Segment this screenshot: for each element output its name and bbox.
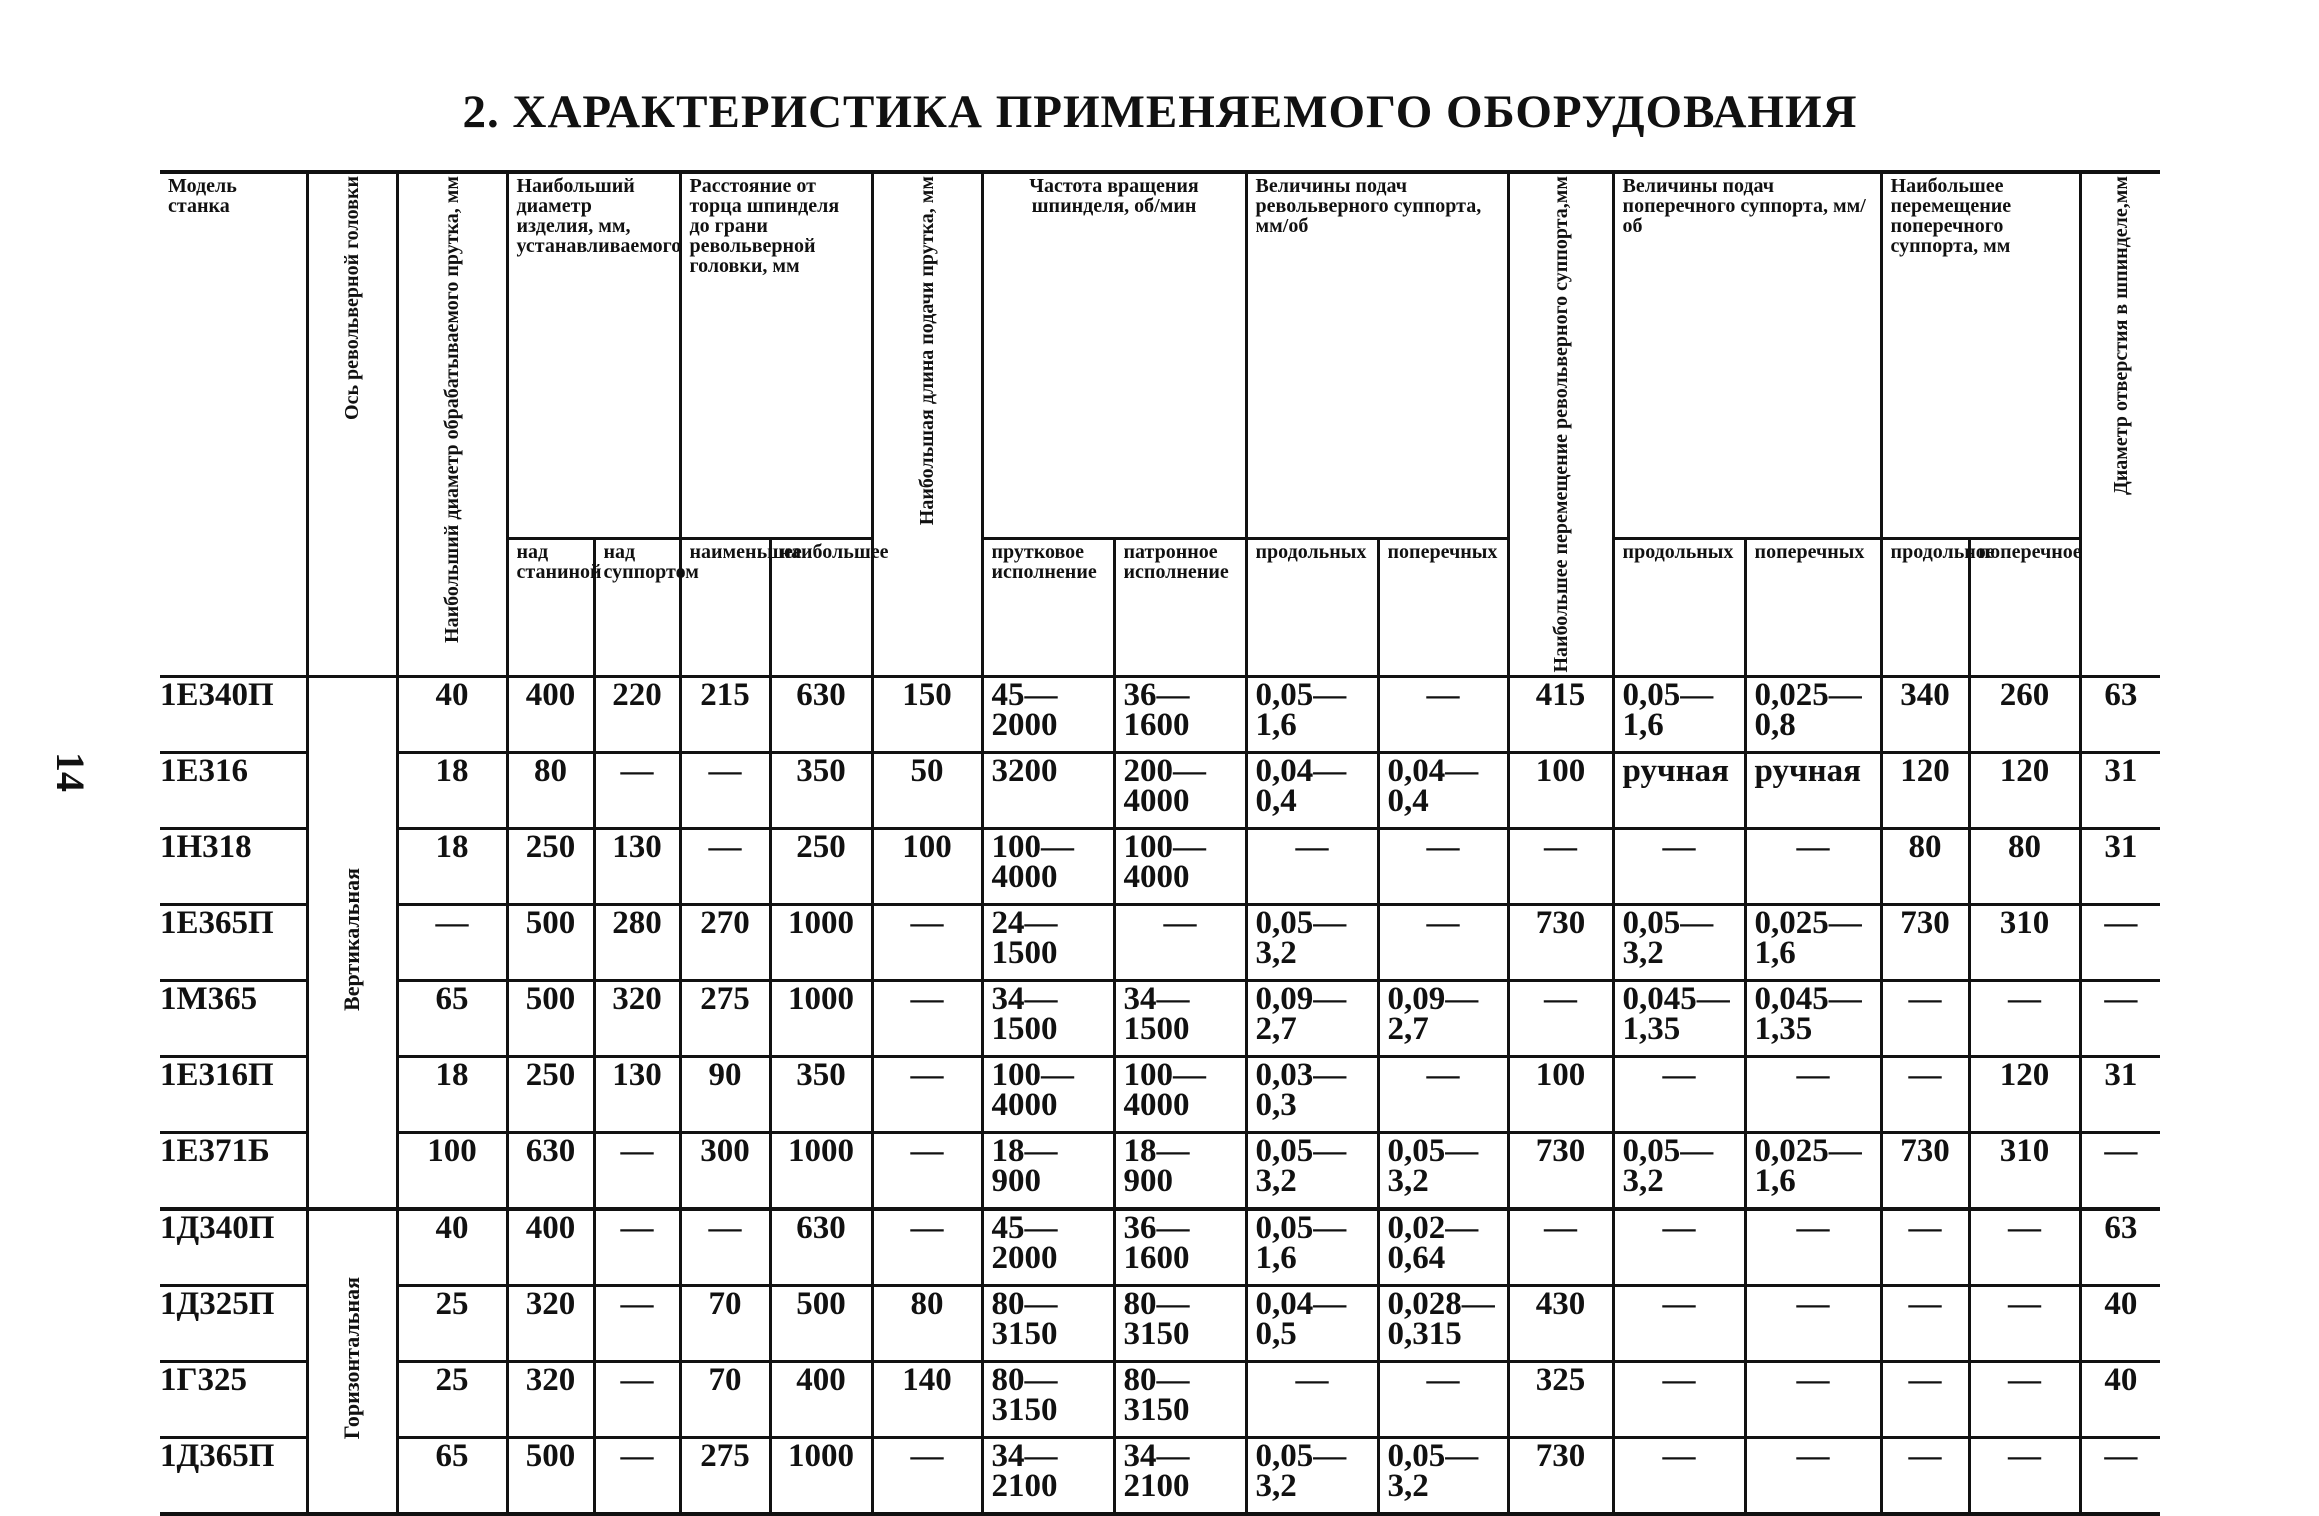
value-cell: 80 (1969, 828, 2080, 904)
value-cell: 100—4000 (1114, 1056, 1246, 1132)
table-row (160, 1437, 2160, 1514)
table-row (160, 1361, 2160, 1437)
value-cell: — (1969, 1209, 2080, 1286)
value-cell: — (594, 1437, 680, 1514)
table-row (160, 676, 2160, 752)
value-cell: — (872, 980, 982, 1056)
value-cell: 630 (507, 1132, 594, 1209)
value-cell: 0,05—3,2 (1246, 1437, 1378, 1514)
value-cell: 0,025—1,6 (1745, 1132, 1881, 1209)
value-cell: 730 (1508, 904, 1613, 980)
value-cell: 400 (507, 1209, 594, 1286)
axis-horizontal: Горизонтальная (307, 1209, 397, 1514)
model-cell: 1Д365П (160, 1437, 307, 1514)
value-cell: 0,09—2,7 (1378, 980, 1508, 1056)
value-cell: 80 (1881, 828, 1969, 904)
value-cell: — (594, 1132, 680, 1209)
model-cell: 1М365 (160, 980, 307, 1056)
value-cell: — (2080, 1437, 2160, 1514)
header-turret-longitudinal: продольных (1246, 538, 1378, 676)
value-cell: 0,04—0,4 (1246, 752, 1378, 828)
value-cell: 25 (397, 1285, 507, 1361)
value-cell: 120 (1969, 752, 2080, 828)
value-cell: 65 (397, 1437, 507, 1514)
value-cell: — (1745, 1209, 1881, 1286)
header-max-feed-length: Наибольшая длина подачи прутка, мм (872, 172, 982, 676)
value-cell: 34—1500 (1114, 980, 1246, 1056)
table-row (160, 1209, 2160, 1286)
value-cell: 18 (397, 1056, 507, 1132)
equipment-table (160, 170, 2160, 1516)
value-cell: — (1969, 980, 2080, 1056)
value-cell: — (1969, 1437, 2080, 1514)
header-cross-travel: Наибольшее перемещение поперечного суппорта, мм (1881, 172, 2080, 538)
header-spindle-bore: Диаметр отверстия в шпинделе,мм (2080, 172, 2160, 676)
value-cell: — (1881, 1056, 1969, 1132)
value-cell: 0,03—0,3 (1246, 1056, 1378, 1132)
value-cell: 100 (397, 1132, 507, 1209)
value-cell: 100—4000 (1114, 828, 1246, 904)
value-cell: 31 (2080, 752, 2160, 828)
value-cell: — (872, 904, 982, 980)
header-spindle-speed: Частота вращения шпинделя, об/мин (982, 172, 1246, 538)
value-cell: — (1969, 1361, 2080, 1437)
value-cell: — (1613, 1285, 1745, 1361)
value-cell: 280 (594, 904, 680, 980)
value-cell: 45—2000 (982, 1209, 1114, 1286)
value-cell: — (1378, 1056, 1508, 1132)
page-title: 2. ХАРАКТЕРИСТИКА ПРИМЕНЯЕМОГО ОБОРУДОВАНИЯ (462, 86, 1858, 138)
table-row (160, 980, 2160, 1056)
value-cell: 50 (872, 752, 982, 828)
header-turret-transverse: поперечных (1378, 538, 1508, 676)
value-cell: 0,02—0,64 (1378, 1209, 1508, 1286)
value-cell: 25 (397, 1361, 507, 1437)
value-cell: 63 (2080, 676, 2160, 752)
header-spindle-distance: Расстояние от торца шпинделя до грани револьверной головки, мм (680, 172, 872, 538)
header-travel-longitudinal: продольное (1881, 538, 1969, 676)
value-cell: 24—1500 (982, 904, 1114, 980)
value-cell: — (872, 1056, 982, 1132)
value-cell: 350 (770, 752, 872, 828)
value-cell: 250 (770, 828, 872, 904)
value-cell: 0,05—3,2 (1378, 1132, 1508, 1209)
value-cell: 31 (2080, 828, 2160, 904)
value-cell: — (2080, 980, 2160, 1056)
value-cell: 80—3150 (1114, 1361, 1246, 1437)
value-cell: ручная (1745, 752, 1881, 828)
header-over-bed: над станиной (507, 538, 594, 676)
value-cell: 63 (2080, 1209, 2160, 1286)
value-cell: 320 (507, 1361, 594, 1437)
value-cell: 80—3150 (1114, 1285, 1246, 1361)
value-cell: 65 (397, 980, 507, 1056)
table-row (160, 752, 2160, 828)
value-cell: — (1613, 828, 1745, 904)
value-cell: 0,05—1,6 (1613, 676, 1745, 752)
value-cell: — (1378, 904, 1508, 980)
model-cell: 1Е316П (160, 1056, 307, 1132)
value-cell: 630 (770, 676, 872, 752)
header-turret-travel: Наибольшее перемещение револьверного суппорта,мм (1508, 172, 1613, 676)
value-cell: 730 (1508, 1437, 1613, 1514)
value-cell: 36—1600 (1114, 676, 1246, 752)
value-cell: 120 (1969, 1056, 2080, 1132)
value-cell: 1000 (770, 1132, 872, 1209)
header-cross-longitudinal: продольных (1613, 538, 1745, 676)
value-cell: — (872, 1437, 982, 1514)
value-cell: — (1114, 904, 1246, 980)
value-cell: 270 (680, 904, 770, 980)
value-cell: 500 (507, 1437, 594, 1514)
value-cell: 0,05—3,2 (1246, 1132, 1378, 1209)
header-max-part-diameter: Наибольший диаметр изделия, мм, устанавливаемого (507, 172, 680, 538)
value-cell: 100—4000 (982, 1056, 1114, 1132)
value-cell: 250 (507, 828, 594, 904)
value-cell: — (1745, 1056, 1881, 1132)
value-cell: — (1613, 1437, 1745, 1514)
value-cell: 0,05—3,2 (1378, 1437, 1508, 1514)
header-cross-transverse: поперечных (1745, 538, 1881, 676)
value-cell: 310 (1969, 1132, 2080, 1209)
value-cell: — (1881, 1361, 1969, 1437)
value-cell: 0,09—2,7 (1246, 980, 1378, 1056)
value-cell: 80 (872, 1285, 982, 1361)
value-cell: 34—1500 (982, 980, 1114, 1056)
value-cell: 18 (397, 752, 507, 828)
value-cell: — (872, 1132, 982, 1209)
value-cell: 220 (594, 676, 680, 752)
value-cell: 36—1600 (1114, 1209, 1246, 1286)
value-cell: 40 (397, 1209, 507, 1286)
value-cell: 80 (507, 752, 594, 828)
value-cell: — (1745, 1285, 1881, 1361)
value-cell: — (1881, 1285, 1969, 1361)
value-cell: — (680, 1209, 770, 1286)
value-cell: 80—3150 (982, 1285, 1114, 1361)
value-cell: — (594, 1361, 680, 1437)
model-cell: 1Е371Б (160, 1132, 307, 1209)
header-travel-transverse: поперечное (1969, 538, 2080, 676)
value-cell: — (594, 1285, 680, 1361)
value-cell: — (1969, 1285, 2080, 1361)
value-cell: 100—4000 (982, 828, 1114, 904)
table-row (160, 1056, 2160, 1132)
value-cell: 1000 (770, 1437, 872, 1514)
value-cell: — (1881, 1209, 1969, 1286)
header-turret-feeds: Величины подач револьверного суппорта, мм/об (1246, 172, 1508, 538)
value-cell: 1000 (770, 904, 872, 980)
value-cell: 350 (770, 1056, 872, 1132)
table-body (160, 676, 2160, 1514)
value-cell: 100 (1508, 1056, 1613, 1132)
value-cell: 120 (1881, 752, 1969, 828)
table-row (160, 904, 2160, 980)
value-cell: 34—2100 (982, 1437, 1114, 1514)
value-cell: 34—2100 (1114, 1437, 1246, 1514)
value-cell: 730 (1881, 1132, 1969, 1209)
value-cell: — (872, 1209, 982, 1286)
table-row (160, 1285, 2160, 1361)
header-distance-min: наименьшее (680, 538, 770, 676)
table-row (160, 1132, 2160, 1209)
value-cell: 200—4000 (1114, 752, 1246, 828)
model-cell: 1Е316 (160, 752, 307, 828)
value-cell: — (2080, 904, 2160, 980)
value-cell: 40 (2080, 1285, 2160, 1361)
value-cell: 80—3150 (982, 1361, 1114, 1437)
value-cell: 0,04—0,5 (1246, 1285, 1378, 1361)
value-cell: 100 (1508, 752, 1613, 828)
value-cell: 70 (680, 1361, 770, 1437)
value-cell: — (1508, 828, 1613, 904)
table-row (160, 828, 2160, 904)
value-cell: 150 (872, 676, 982, 752)
value-cell: 500 (507, 980, 594, 1056)
value-cell: 300 (680, 1132, 770, 1209)
model-cell: 1Д325П (160, 1285, 307, 1361)
value-cell: — (1881, 980, 1969, 1056)
value-cell: 0,028—0,315 (1378, 1285, 1508, 1361)
value-cell: 400 (507, 676, 594, 752)
value-cell: — (1745, 828, 1881, 904)
value-cell: — (680, 828, 770, 904)
value-cell: 0,05—3,2 (1613, 904, 1745, 980)
value-cell: 275 (680, 980, 770, 1056)
value-cell: 500 (770, 1285, 872, 1361)
value-cell: — (594, 752, 680, 828)
value-cell: ручная (1613, 752, 1745, 828)
value-cell: — (1881, 1437, 1969, 1514)
value-cell: 90 (680, 1056, 770, 1132)
value-cell: 130 (594, 828, 680, 904)
value-cell: 0,025—1,6 (1745, 904, 1881, 980)
value-cell: 18 (397, 828, 507, 904)
value-cell: 31 (2080, 1056, 2160, 1132)
value-cell: 0,05—1,6 (1246, 676, 1378, 752)
value-cell: 275 (680, 1437, 770, 1514)
header-axis: Ось револьверной головки (307, 172, 397, 676)
value-cell: — (1508, 980, 1613, 1056)
model-cell: 1Е340П (160, 676, 307, 752)
value-cell: 0,025—0,8 (1745, 676, 1881, 752)
value-cell: 250 (507, 1056, 594, 1132)
value-cell: 0,05—3,2 (1613, 1132, 1745, 1209)
header-cross-feeds: Величины подач поперечного суппорта, мм/об (1613, 172, 1881, 538)
value-cell: — (1508, 1209, 1613, 1286)
value-cell: 730 (1881, 904, 1969, 980)
value-cell: 260 (1969, 676, 2080, 752)
value-cell: — (1246, 1361, 1378, 1437)
value-cell: — (1246, 828, 1378, 904)
value-cell: — (1378, 1361, 1508, 1437)
value-cell: 310 (1969, 904, 2080, 980)
value-cell: 500 (507, 904, 594, 980)
page-number: 14 (48, 752, 93, 792)
value-cell: 45—2000 (982, 676, 1114, 752)
model-cell: 1Н318 (160, 828, 307, 904)
header-chuck-version: патронное исполнение (1114, 538, 1246, 676)
value-cell: 630 (770, 1209, 872, 1286)
model-cell: 1Д340П (160, 1209, 307, 1286)
value-cell: 340 (1881, 676, 1969, 752)
value-cell: 730 (1508, 1132, 1613, 1209)
value-cell: — (1378, 676, 1508, 752)
value-cell: — (594, 1209, 680, 1286)
value-cell: 70 (680, 1285, 770, 1361)
model-cell: 1Г325 (160, 1361, 307, 1437)
value-cell: — (2080, 1132, 2160, 1209)
header-model: Модель станка (160, 172, 307, 676)
value-cell: 0,05—1,6 (1246, 1209, 1378, 1286)
header-over-support: над суппортом (594, 538, 680, 676)
value-cell: — (1613, 1361, 1745, 1437)
value-cell: 3200 (982, 752, 1114, 828)
value-cell: 430 (1508, 1285, 1613, 1361)
value-cell: 100 (872, 828, 982, 904)
value-cell: 0,04—0,4 (1378, 752, 1508, 828)
value-cell: 400 (770, 1361, 872, 1437)
value-cell: — (1378, 828, 1508, 904)
value-cell: — (1745, 1361, 1881, 1437)
value-cell: — (1613, 1056, 1745, 1132)
value-cell: 40 (2080, 1361, 2160, 1437)
value-cell: 140 (872, 1361, 982, 1437)
value-cell: — (1745, 1437, 1881, 1514)
value-cell: 215 (680, 676, 770, 752)
value-cell: — (1613, 1209, 1745, 1286)
value-cell: 18—900 (1114, 1132, 1246, 1209)
value-cell: 325 (1508, 1361, 1613, 1437)
value-cell: 320 (507, 1285, 594, 1361)
value-cell: 415 (1508, 676, 1613, 752)
value-cell: 40 (397, 676, 507, 752)
header-bar-version: прутковое исполнение (982, 538, 1114, 676)
model-cell: 1Е365П (160, 904, 307, 980)
axis-vertical: Вертикальная (307, 676, 397, 1209)
value-cell: 18—900 (982, 1132, 1114, 1209)
header-max-bar-diameter: Наибольший диаметр обрабатываемого прутка, мм (397, 172, 507, 676)
value-cell: 0,05—3,2 (1246, 904, 1378, 980)
value-cell: — (397, 904, 507, 980)
header-distance-max: наибольшее (770, 538, 872, 676)
value-cell: 320 (594, 980, 680, 1056)
value-cell: 0,045—1,35 (1745, 980, 1881, 1056)
value-cell: 1000 (770, 980, 872, 1056)
value-cell: 0,045—1,35 (1613, 980, 1745, 1056)
value-cell: — (680, 752, 770, 828)
value-cell: 130 (594, 1056, 680, 1132)
